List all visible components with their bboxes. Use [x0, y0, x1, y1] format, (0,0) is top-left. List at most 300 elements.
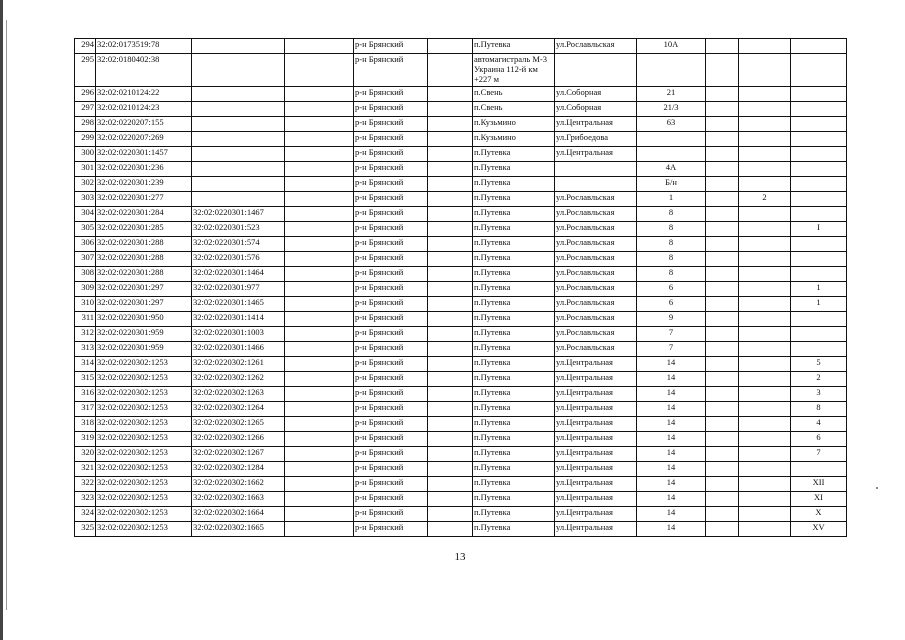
settlement: п.Путевка	[473, 357, 555, 372]
cadastral-number-2: 32:02:0220301:574	[192, 237, 285, 252]
house-number: 14	[637, 432, 706, 447]
row-number: 301	[75, 162, 96, 177]
empty-cell	[428, 492, 473, 507]
district: р-н Брянский	[354, 87, 428, 102]
building-number	[739, 432, 791, 447]
table-row	[75, 477, 847, 492]
empty-cell	[706, 417, 739, 432]
cadastral-number: 32:02:0220301:239	[96, 177, 192, 192]
row-number: 322	[75, 477, 96, 492]
empty-cell	[285, 447, 354, 462]
row-number: 300	[75, 147, 96, 162]
building-number	[739, 417, 791, 432]
cadastral-number-2: 32:02:0220302:1266	[192, 432, 285, 447]
street: ул.Центральная	[555, 432, 637, 447]
row-number: 316	[75, 387, 96, 402]
empty-cell	[285, 162, 354, 177]
row-number: 296	[75, 87, 96, 102]
empty-cell	[706, 432, 739, 447]
empty-cell	[285, 102, 354, 117]
cadastral-number: 32:02:0220301:288	[96, 252, 192, 267]
apartment-number: 7	[791, 447, 847, 462]
house-number: Б/н	[637, 177, 706, 192]
empty-cell	[428, 282, 473, 297]
table-row	[75, 267, 847, 282]
row-number: 314	[75, 357, 96, 372]
street: ул.Рославльская	[555, 252, 637, 267]
cadastral-number-2: 32:02:0220301:1003	[192, 327, 285, 342]
cadastral-number-2	[192, 102, 285, 117]
cadastral-number: 32:02:0220301:959	[96, 327, 192, 342]
empty-cell	[706, 267, 739, 282]
settlement: п.Свень	[473, 87, 555, 102]
empty-cell	[428, 207, 473, 222]
district: р-н Брянский	[354, 39, 428, 54]
cadastral-number-2: 32:02:0220302:1664	[192, 507, 285, 522]
empty-cell	[706, 297, 739, 312]
cadastral-number-2	[192, 39, 285, 54]
empty-cell	[706, 462, 739, 477]
table-row	[75, 207, 847, 222]
empty-cell	[428, 477, 473, 492]
cadastral-number-2	[192, 192, 285, 207]
street: ул.Рославльская	[555, 342, 637, 357]
street	[555, 162, 637, 177]
empty-cell	[428, 312, 473, 327]
empty-cell	[428, 39, 473, 54]
table-row	[75, 432, 847, 447]
district: р-н Брянский	[354, 312, 428, 327]
settlement: п.Путевка	[473, 447, 555, 462]
cadastral-number-2: 32:02:0220302:1262	[192, 372, 285, 387]
street: ул.Рославльская	[555, 282, 637, 297]
empty-cell	[428, 192, 473, 207]
settlement: п.Путевка	[473, 417, 555, 432]
house-number: 7	[637, 327, 706, 342]
table-row	[75, 132, 847, 147]
settlement: автомагистраль М-3 Украина 112-й км +227 м	[473, 54, 555, 87]
table-row	[75, 447, 847, 462]
empty-cell	[285, 477, 354, 492]
street: ул.Центральная	[555, 402, 637, 417]
cadastral-number: 32:02:0220302:1253	[96, 357, 192, 372]
empty-cell	[706, 132, 739, 147]
district: р-н Брянский	[354, 102, 428, 117]
cadastral-number-2: 32:02:0220301:977	[192, 282, 285, 297]
cadastral-number: 32:02:0220301:297	[96, 297, 192, 312]
empty-cell	[285, 282, 354, 297]
empty-cell	[706, 237, 739, 252]
settlement: п.Путевка	[473, 462, 555, 477]
empty-cell	[285, 372, 354, 387]
empty-cell	[285, 357, 354, 372]
street: ул.Центральная	[555, 522, 637, 537]
cadastral-number-2: 32:02:0220301:576	[192, 252, 285, 267]
district: р-н Брянский	[354, 132, 428, 147]
street: ул.Центральная	[555, 462, 637, 477]
settlement: п.Путевка	[473, 402, 555, 417]
empty-cell	[285, 432, 354, 447]
row-number: 298	[75, 117, 96, 132]
building-number	[739, 132, 791, 147]
district: р-н Брянский	[354, 147, 428, 162]
empty-cell	[428, 147, 473, 162]
house-number: 8	[637, 237, 706, 252]
building-number	[739, 507, 791, 522]
cadastral-number-2: 32:02:0220302:1267	[192, 447, 285, 462]
empty-cell	[706, 54, 739, 87]
district: р-н Брянский	[354, 192, 428, 207]
street: ул.Центральная	[555, 357, 637, 372]
row-number: 304	[75, 207, 96, 222]
empty-cell	[285, 462, 354, 477]
house-number: 8	[637, 252, 706, 267]
table-row	[75, 282, 847, 297]
cadastral-number-2	[192, 87, 285, 102]
street: ул.Центральная	[555, 507, 637, 522]
empty-cell	[706, 357, 739, 372]
house-number: 63	[637, 117, 706, 132]
cadastral-number: 32:02:0220301:950	[96, 312, 192, 327]
apartment-number: 3	[791, 387, 847, 402]
cadastral-number-2	[192, 177, 285, 192]
table-row	[75, 297, 847, 312]
building-number	[739, 477, 791, 492]
building-number	[739, 207, 791, 222]
apartment-number: X	[791, 507, 847, 522]
empty-cell	[428, 222, 473, 237]
empty-cell	[706, 87, 739, 102]
row-number: 297	[75, 102, 96, 117]
cadastral-number-2: 32:02:0220301:523	[192, 222, 285, 237]
empty-cell	[285, 237, 354, 252]
building-number	[739, 312, 791, 327]
row-number: 324	[75, 507, 96, 522]
cadastral-number: 32:02:0220207:155	[96, 117, 192, 132]
empty-cell	[706, 372, 739, 387]
street: ул.Рославльская	[555, 207, 637, 222]
cadastral-number: 32:02:0220301:236	[96, 162, 192, 177]
district: р-н Брянский	[354, 207, 428, 222]
apartment-number	[791, 237, 847, 252]
apartment-number	[791, 39, 847, 54]
street: ул.Грибоедова	[555, 132, 637, 147]
apartment-number	[791, 267, 847, 282]
building-number	[739, 39, 791, 54]
cadastral-number-2	[192, 117, 285, 132]
house-number: 14	[637, 522, 706, 537]
settlement: п.Путевка	[473, 492, 555, 507]
cadastral-number-2: 32:02:0220302:1265	[192, 417, 285, 432]
building-number	[739, 162, 791, 177]
street: ул.Центральная	[555, 372, 637, 387]
cadastral-number: 32:02:0220302:1253	[96, 417, 192, 432]
cadastral-number: 32:02:0220302:1253	[96, 372, 192, 387]
building-number	[739, 102, 791, 117]
empty-cell	[428, 177, 473, 192]
cadastral-number: 32:02:0220302:1253	[96, 522, 192, 537]
empty-cell	[706, 222, 739, 237]
cadastral-number: 32:02:0220302:1253	[96, 477, 192, 492]
empty-cell	[428, 372, 473, 387]
empty-cell	[285, 327, 354, 342]
cadastral-number: 32:02:0210124:23	[96, 102, 192, 117]
cadastral-number-2: 32:02:0220301:1467	[192, 207, 285, 222]
table-row	[75, 237, 847, 252]
apartment-number	[791, 132, 847, 147]
row-number: 308	[75, 267, 96, 282]
cadastral-number-2: 32:02:0220301:1465	[192, 297, 285, 312]
table-row	[75, 492, 847, 507]
row-number: 305	[75, 222, 96, 237]
row-number: 318	[75, 417, 96, 432]
district: р-н Брянский	[354, 282, 428, 297]
street: ул.Центральная	[555, 147, 637, 162]
street: ул.Рославльская	[555, 222, 637, 237]
district: р-н Брянский	[354, 462, 428, 477]
building-number	[739, 447, 791, 462]
empty-cell	[285, 522, 354, 537]
district: р-н Брянский	[354, 492, 428, 507]
house-number	[637, 132, 706, 147]
apartment-number	[791, 54, 847, 87]
empty-cell	[428, 447, 473, 462]
empty-cell	[285, 222, 354, 237]
street: ул.Соборная	[555, 102, 637, 117]
row-number: 313	[75, 342, 96, 357]
street: ул.Рославльская	[555, 192, 637, 207]
empty-cell	[428, 252, 473, 267]
settlement: п.Путевка	[473, 342, 555, 357]
building-number	[739, 357, 791, 372]
empty-cell	[285, 402, 354, 417]
district: р-н Брянский	[354, 252, 428, 267]
building-number	[739, 177, 791, 192]
building-number	[739, 252, 791, 267]
house-number: 8	[637, 207, 706, 222]
apartment-number	[791, 147, 847, 162]
table-row	[75, 462, 847, 477]
empty-cell	[428, 327, 473, 342]
cadastral-number-2: 32:02:0220301:1464	[192, 267, 285, 282]
apartment-number: XV	[791, 522, 847, 537]
street: ул.Соборная	[555, 87, 637, 102]
empty-cell	[285, 192, 354, 207]
empty-cell	[428, 357, 473, 372]
empty-cell	[706, 147, 739, 162]
apartment-number: 5	[791, 357, 847, 372]
building-number	[739, 492, 791, 507]
street: ул.Рославльская	[555, 297, 637, 312]
cadastral-number-2	[192, 147, 285, 162]
apartment-number	[791, 252, 847, 267]
house-number: 10А	[637, 39, 706, 54]
empty-cell	[428, 387, 473, 402]
street: ул.Центральная	[555, 387, 637, 402]
table-row	[75, 417, 847, 432]
scan-speck	[876, 487, 878, 489]
empty-cell	[428, 102, 473, 117]
settlement: п.Путевка	[473, 432, 555, 447]
street: ул.Рославльская	[555, 327, 637, 342]
house-number: 14	[637, 357, 706, 372]
empty-cell	[428, 462, 473, 477]
street	[555, 177, 637, 192]
table-row	[75, 222, 847, 237]
house-number: 14	[637, 492, 706, 507]
building-number	[739, 522, 791, 537]
cadastral-number-2: 32:02:0220302:1662	[192, 477, 285, 492]
cadastral-number-2: 32:02:0220302:1263	[192, 387, 285, 402]
row-number: 315	[75, 372, 96, 387]
apartment-number: I	[791, 222, 847, 237]
settlement: п.Путевка	[473, 522, 555, 537]
scan-edge	[0, 0, 3, 640]
house-number: 4А	[637, 162, 706, 177]
empty-cell	[285, 492, 354, 507]
empty-cell	[428, 417, 473, 432]
settlement: п.Путевка	[473, 162, 555, 177]
building-number	[739, 147, 791, 162]
house-number: 14	[637, 507, 706, 522]
cadastral-number: 32:02:0220301:288	[96, 267, 192, 282]
row-number: 320	[75, 447, 96, 462]
settlement: п.Путевка	[473, 177, 555, 192]
district: р-н Брянский	[354, 267, 428, 282]
row-number: 319	[75, 432, 96, 447]
cadastral-number-2: 32:02:0220301:1414	[192, 312, 285, 327]
empty-cell	[706, 102, 739, 117]
district: р-н Брянский	[354, 402, 428, 417]
row-number: 325	[75, 522, 96, 537]
row-number: 306	[75, 237, 96, 252]
apartment-number: 6	[791, 432, 847, 447]
district: р-н Брянский	[354, 54, 428, 87]
cadastral-number-2: 32:02:0220302:1663	[192, 492, 285, 507]
table-row	[75, 162, 847, 177]
building-number	[739, 54, 791, 87]
row-number: 302	[75, 177, 96, 192]
district: р-н Брянский	[354, 237, 428, 252]
table-row	[75, 192, 847, 207]
settlement: п.Путевка	[473, 237, 555, 252]
page-number: 13	[454, 551, 466, 563]
building-number	[739, 282, 791, 297]
apartment-number: XII	[791, 477, 847, 492]
apartment-number	[791, 462, 847, 477]
house-number: 14	[637, 387, 706, 402]
settlement: п.Путевка	[473, 372, 555, 387]
street: ул.Рославльская	[555, 267, 637, 282]
house-number: 6	[637, 297, 706, 312]
empty-cell	[285, 132, 354, 147]
apartment-number	[791, 342, 847, 357]
empty-cell	[428, 507, 473, 522]
apartment-number	[791, 327, 847, 342]
row-number: 312	[75, 327, 96, 342]
empty-cell	[706, 282, 739, 297]
empty-cell	[706, 387, 739, 402]
settlement: п.Кузьмино	[473, 117, 555, 132]
cadastral-number: 32:02:0220301:284	[96, 207, 192, 222]
building-number	[739, 267, 791, 282]
cadastral-number-2: 32:02:0220302:1261	[192, 357, 285, 372]
cadastral-number: 32:02:0180402:38	[96, 54, 192, 87]
empty-cell	[285, 87, 354, 102]
settlement: п.Путевка	[473, 192, 555, 207]
settlement: п.Путевка	[473, 147, 555, 162]
cadastral-number: 32:02:0220301:959	[96, 342, 192, 357]
empty-cell	[428, 342, 473, 357]
settlement: п.Путевка	[473, 207, 555, 222]
house-number: 9	[637, 312, 706, 327]
empty-cell	[428, 87, 473, 102]
table-row	[75, 252, 847, 267]
cadastral-number: 32:02:0220301:277	[96, 192, 192, 207]
table-row	[75, 102, 847, 117]
empty-cell	[706, 252, 739, 267]
settlement: п.Путевка	[473, 39, 555, 54]
apartment-number	[791, 177, 847, 192]
empty-cell	[706, 492, 739, 507]
apartment-number	[791, 312, 847, 327]
table-row	[75, 39, 847, 54]
settlement: п.Путевка	[473, 252, 555, 267]
street: ул.Рославльская	[555, 312, 637, 327]
cadastral-number-2: 32:02:0220302:1264	[192, 402, 285, 417]
row-number: 323	[75, 492, 96, 507]
table-row	[75, 177, 847, 192]
district: р-н Брянский	[354, 342, 428, 357]
table-row	[75, 402, 847, 417]
district: р-н Брянский	[354, 387, 428, 402]
building-number	[739, 117, 791, 132]
house-number: 14	[637, 477, 706, 492]
empty-cell	[706, 402, 739, 417]
empty-cell	[285, 342, 354, 357]
row-number: 310	[75, 297, 96, 312]
house-number: 14	[637, 447, 706, 462]
row-number: 309	[75, 282, 96, 297]
empty-cell	[285, 252, 354, 267]
street: ул.Центральная	[555, 477, 637, 492]
cadastral-number: 32:02:0220301:297	[96, 282, 192, 297]
house-number: 14	[637, 402, 706, 417]
empty-cell	[428, 267, 473, 282]
apartment-number: 4	[791, 417, 847, 432]
district: р-н Брянский	[354, 117, 428, 132]
empty-cell	[428, 297, 473, 312]
house-number: 8	[637, 222, 706, 237]
empty-cell	[706, 507, 739, 522]
row-number: 295	[75, 54, 96, 87]
district: р-н Брянский	[354, 162, 428, 177]
house-number	[637, 54, 706, 87]
settlement: п.Путевка	[473, 267, 555, 282]
building-number	[739, 402, 791, 417]
table-row	[75, 522, 847, 537]
table-row	[75, 507, 847, 522]
building-number	[739, 297, 791, 312]
house-number: 21/3	[637, 102, 706, 117]
empty-cell	[706, 207, 739, 222]
building-number	[739, 87, 791, 102]
empty-cell	[428, 117, 473, 132]
apartment-number	[791, 102, 847, 117]
row-number: 321	[75, 462, 96, 477]
empty-cell	[706, 522, 739, 537]
apartment-number	[791, 162, 847, 177]
